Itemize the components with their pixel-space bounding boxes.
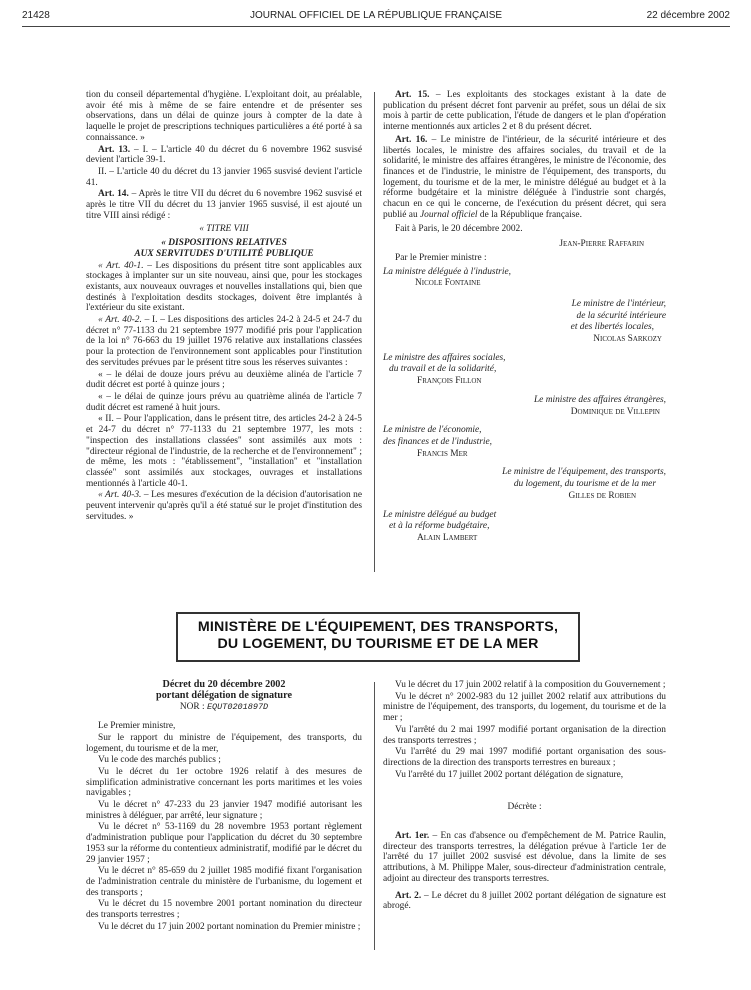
column-divider-bottom: [374, 682, 375, 950]
paragraph: Vu l'arrêté du 2 mai 1997 modifié portant organisation de la direction des transports terrestres ;: [383, 724, 666, 746]
article-text: – En cas d'absence ou d'empêchement de M. Patrice Raulin, directeur des transports terrestres, la délégation prévue à l'article 1er de l'arrêté du 17 juillet 2002 susvisé est dévolue, dans la limite de ses attributions, à M. Philippe Maler, sous-directeur d'administration centrale, adjoint au directeur des transports terrestres.: [383, 831, 666, 884]
paragraph: Vu le code des marchés publics ;: [98, 755, 221, 766]
signature-name: Nicolas Sarkozy: [593, 334, 662, 345]
article-text: de la République française.: [477, 209, 582, 220]
top-right-column: [383, 90, 666, 545]
par-le-premier-ministre: Par le Premier ministre :: [395, 252, 487, 263]
article-label: « Art. 40-3.: [98, 490, 142, 501]
signature-role: et à la réforme budgétaire,: [389, 521, 490, 532]
paragraph: Vu le décret n° 2002-983 du 12 juillet 2002 relatif aux attributions du ministre de l'équipement, des transports, du logement, du tourisme et de la mer ;: [383, 691, 666, 724]
fait-a-paris: Fait à Paris, le 20 décembre 2002.: [395, 224, 523, 235]
article-label: « Art. 40-2.: [98, 315, 142, 326]
dispositions-heading: « DISPOSITIONS RELATIVES: [161, 238, 287, 249]
decree-subtitle: portant délégation de signature: [156, 689, 292, 701]
signature-name: Nicole Fontaine: [415, 278, 481, 289]
nor-label: NOR :: [179, 702, 207, 713]
article-1: [383, 831, 666, 885]
paragraph: « II. – Pour l'application, dans le présent titre, des articles 24-2 à 24-5 et 24-7 du décret n° 77-1133 du 21 septembre 1977, les mots : "inspection des installations classées" sont assimilés aux mots : "directeur régional de l'industrie, de la recherche et de l'environnement" ; de même, les mots : "établissement", "installation" et "installation classée" sont assimilés aux stockages, ouvrages et installations mentionnés à l'article 40-1.: [86, 414, 362, 489]
bottom-right-column: [383, 680, 666, 913]
article-text: – Les dispositions du présent titre sont applicables aux stockages à implanter sur un site nouveau, ainsi que, pour les stockages existants, aux nouveaux ouvrages et nouvelles installations qui, bien que destinés à l'exploitation desdits stockages, doivent être implantés à l'extérieur du site existant.: [86, 260, 362, 314]
article-13: [86, 145, 362, 166]
journal-title: JOURNAL OFFICIEL DE LA RÉPUBLIQUE FRANÇAISE: [249, 10, 503, 21]
article-label: Art. 15.: [395, 90, 430, 100]
article-label: Art. 14.: [98, 189, 129, 200]
article-text: – I. – Les dispositions des articles 24-2 à 24-5 et 24-7 du décret n° 77-1133 du 21 septembre 1977 modifié pris pour l'application de la loi n° 76-663 du 19 juillet 1976 relative aux installations classées pour la protection de l'environnement sont applicables pour l'institution des servitudes prévues par le présent titre sous les réserves suivantes :: [86, 315, 362, 368]
paragraph: Vu le décret n° 47-233 du 23 janvier 1947 modifié autorisant les ministres à déléguer, par arrêté, leur signature ;: [86, 800, 362, 821]
article-text: – Les mesures d'exécution de la décision d'autorisation ne peuvent intervenir qu'après qu'il a été statué sur le projet d'institution des servitudes. »: [86, 490, 362, 522]
decrete: Décrète :: [507, 802, 542, 813]
signature-role: La ministre déléguée à l'industrie,: [383, 266, 511, 277]
banner-line-2: DU LOGEMENT, DU TOURISME ET DE LA MER: [217, 636, 539, 652]
paragraph: II. – L'article 40 du décret du 13 janvier 1965 susvisé devient l'article 41.: [86, 166, 362, 188]
signature-role: du logement, du tourisme et de la mer: [513, 479, 656, 490]
signature-role: des finances et de l'industrie,: [383, 436, 493, 447]
header-rule: [22, 26, 730, 27]
page-header: [22, 10, 730, 26]
signature-role: Le ministre des affaires sociales,: [383, 352, 506, 363]
signature-name: François Fillon: [417, 376, 482, 387]
article-15: [383, 90, 666, 133]
banner-line-1: MINISTÈRE DE L'ÉQUIPEMENT, DES TRANSPORTS,: [197, 619, 559, 635]
signature-role: et des libertés locales,: [570, 322, 654, 333]
publication-date: 22 décembre 2002: [646, 10, 730, 21]
paragraph: Vu le décret n° 53-1169 du 28 novembre 1953 portant règlement d'administration publique pour l'application du décret du 30 septembre 1953 sur la réforme du contentieux administratif, modifié par le décret du 29 janvier 1957 ;: [86, 822, 362, 865]
article-16: [383, 135, 666, 221]
signature-name: Francis Mer: [417, 448, 468, 459]
servitudes-heading: AUX SERVITUDES D'UTILITÉ PUBLIQUE: [134, 248, 314, 259]
ministry-banner: [176, 612, 580, 662]
paragraph: Le Premier ministre,: [98, 721, 176, 732]
article-label: Art. 16.: [395, 134, 428, 145]
article-label: Art. 2.: [395, 890, 422, 901]
article-40-2: [86, 315, 362, 369]
signature-pm: Jean-Pierre Raffarin: [559, 239, 644, 250]
signature-name: Gilles de Robien: [568, 490, 636, 501]
signature-role: Le ministre de l'équipement, des transports,: [502, 467, 666, 478]
article-text: – Le ministre de l'intérieur, de la sécurité intérieure et des libertés locales, le ministre des affaires sociales, du travail et de la solidarité, le ministre des affaires étrangères, le ministre de l'économie, des finances et de l'industrie, le ministre de l'équipement, des transports, du logement, du tourisme et de la mer, le ministre délégué au budget et à la réforme budgétaire et la ministre déléguée à l'industrie sont chargés, chacun en ce qui le concerne, de l'exécution du présent décret, qui sera publié au: [383, 134, 667, 220]
article-text: – Après le titre VII du décret du 6 novembre 1962 susvisé et après le titre VII du décret du 13 janvier 1965 susvisé, il est ajouté un titre VIII ainsi rédigé :: [86, 189, 362, 221]
paragraph: Vu le décret du 17 juin 2002 relatif à la composition du Gouvernement ;: [395, 680, 666, 690]
paragraph: Vu l'arrêté du 29 mai 1997 modifié portant organisation des sous-directions de la direction des transports terrestres en bureaux ;: [383, 747, 666, 768]
paragraph: tion du conseil départemental d'hygiène. L'exploitant doit, au préalable, avoir été mis à même de se faire entendre et de présenter ses observations, dans un délai de quinze jours à compter de la date à laquelle le projet de prescriptions techniques particulières a été porté à sa connaissance. »: [86, 90, 362, 143]
decree-title: Décret du 20 décembre 2002: [162, 679, 286, 690]
top-left-column: [86, 90, 362, 523]
column-divider-top: [374, 92, 375, 572]
signature-role: Le ministre de l'économie,: [383, 425, 482, 436]
signature-role: Le ministre des affaires étrangères,: [533, 394, 666, 405]
list-item: « – le délai de quinze jours prévu au quatrième alinéa de l'article 7 dudit décret est ramené à huit jours.: [86, 391, 362, 413]
paragraph: Vu le décret n° 85-659 du 2 juillet 1985 modifié fixant l'organisation de l'administration centrale du ministère de l'urbanisme, du logement et des transports ;: [86, 866, 362, 898]
article-label: « Art. 40-1.: [98, 260, 144, 271]
article-text: – I. – L'article 40 du décret du 6 novembre 1962 susvisé devient l'article 39-1.: [86, 144, 362, 166]
article-40-1: [86, 261, 362, 315]
article-14: [86, 189, 362, 221]
signature-name: Dominique de Villepin: [570, 406, 660, 417]
paragraph: Vu le décret du 1er octobre 1926 relatif à des mesures de simplification administrative concernant les ports maritimes et les voies navigables ;: [86, 766, 362, 799]
signature-name: Alain Lambert: [417, 532, 478, 543]
paragraph: Vu l'arrêté du 17 juillet 2002 portant délégation de signature,: [395, 769, 624, 780]
article-40-3: [86, 490, 362, 522]
titre-heading: « TITRE VIII: [199, 224, 249, 235]
article-label: Art. 13.: [98, 144, 131, 155]
signature-role: du travail et de la solidarité,: [389, 364, 497, 375]
nor-reference: [86, 702, 362, 713]
paragraph: Sur le rapport du ministre de l'équipement, des transports, du logement, du tourisme et de la mer,: [86, 732, 362, 754]
signature-role: Le ministre délégué au budget: [383, 509, 497, 520]
article-label: Art. 1er.: [395, 831, 430, 842]
article-text: – Le décret du 8 juillet 2002 portant délégation de signature est abrogé.: [383, 890, 666, 912]
article-text: – Les exploitants des stockages existant à la date de publication du présent décret font parvenir au préfet, sous un délai de six mois à partir de cette publication, l'étude de dangers et le plan d'opération interne mentionnés aux articles 2 et 8 du présent décret.: [383, 90, 666, 133]
paragraph: Vu le décret du 17 juin 2002 portant nomination du Premier ministre ;: [98, 921, 361, 932]
article-2: [383, 891, 666, 912]
bottom-left-column: [86, 680, 362, 933]
signature-role: de la sécurité intérieure: [576, 310, 666, 321]
page-number: 21428: [22, 10, 50, 21]
signature-role: Le ministre de l'intérieur,: [571, 298, 666, 309]
journal-officiel-ref: Journal officiel: [419, 209, 478, 220]
paragraph: Vu le décret du 15 novembre 2001 portant nomination du directeur des transports terrestres ;: [86, 899, 362, 921]
nor-code: EQUT0201897D: [206, 702, 269, 713]
list-item: « – le délai de douze jours prévu au deuxième alinéa de l'article 7 dudit décret est porté à quinze jours ;: [86, 369, 362, 391]
